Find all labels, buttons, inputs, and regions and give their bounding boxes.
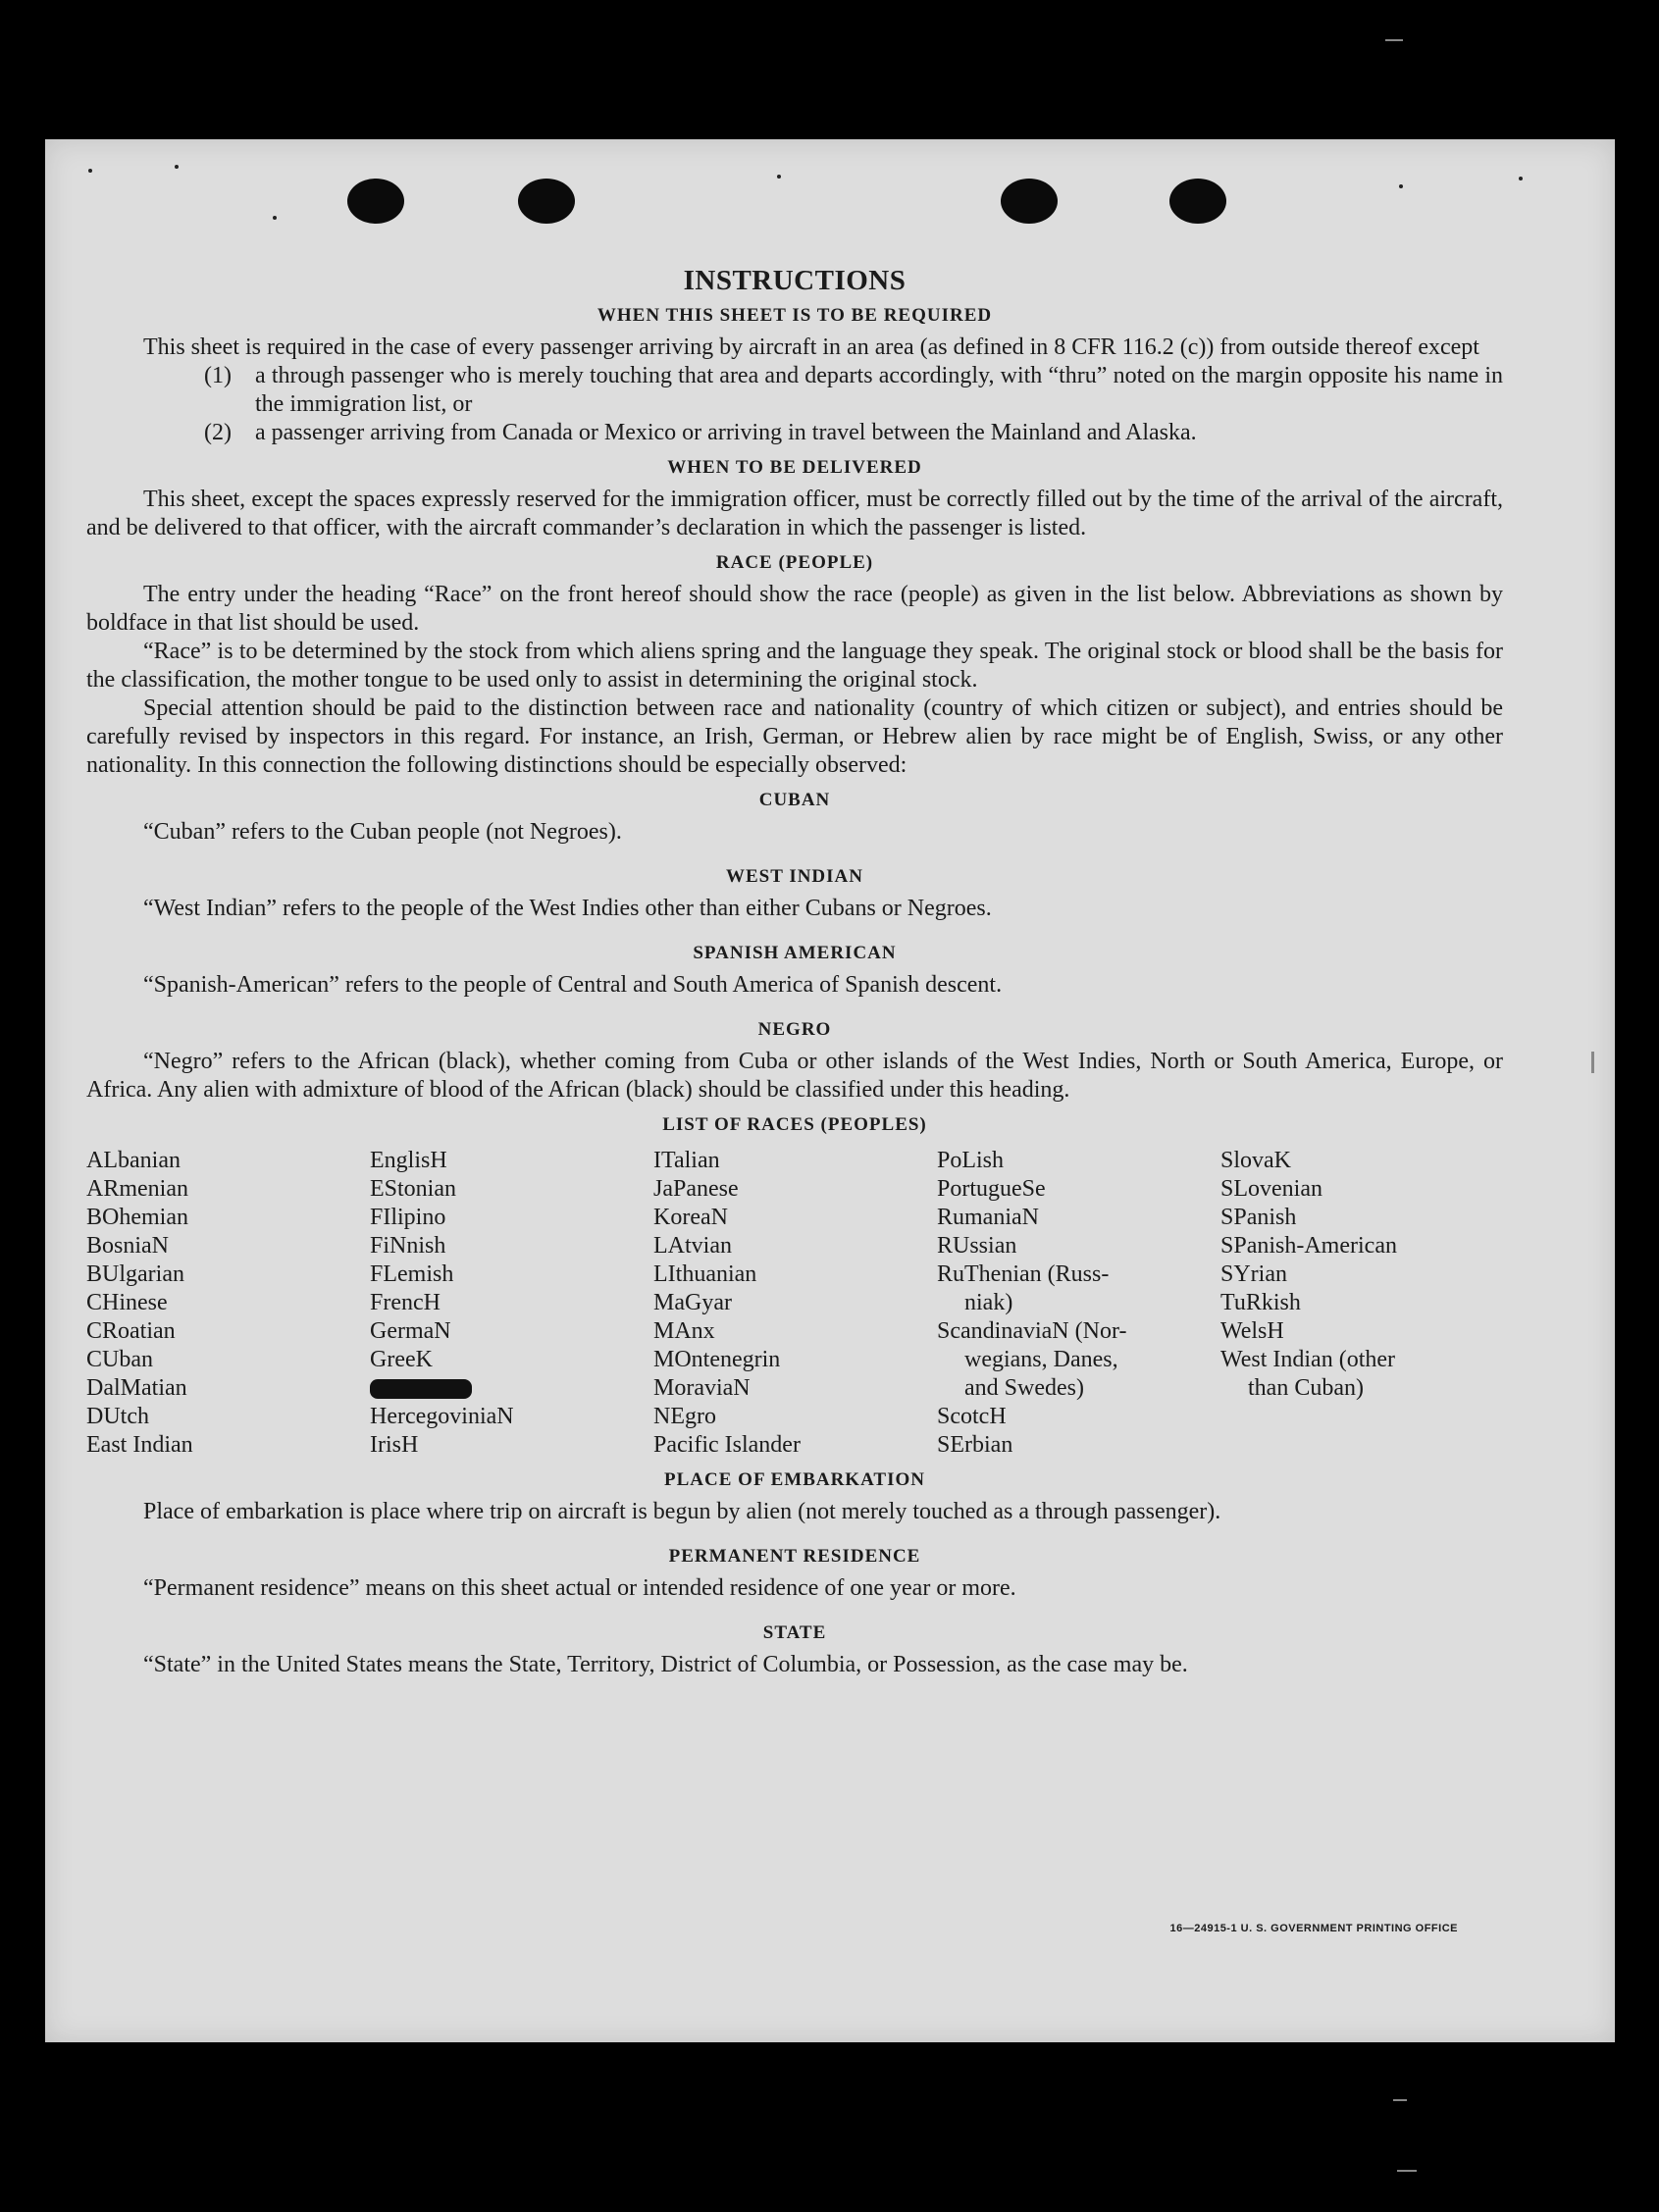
- item-text: a passenger arriving from Canada or Mexico or arriving in travel between the Mainland and Alaska.: [255, 420, 1197, 445]
- race-paragraph: “Race” is to be determined by the stock from which aliens spring and the language they speak. The original stock or blood shall be the basis for the classification, the mother tongue to be used only to assist in determining the original stock.: [86, 639, 1503, 693]
- race-entry: RuThenian (Russ-: [937, 1261, 1110, 1287]
- race-entry: DUtch: [86, 1404, 149, 1429]
- item-number: (2): [204, 420, 232, 445]
- spanish-american-text: “Spanish-American” refers to the people of Central and South America of Spanish descent.: [143, 972, 1003, 998]
- section-heading-races-list: LIST OF RACES (PEOPLES): [662, 1114, 927, 1135]
- race-entry: PortugueSe: [937, 1176, 1046, 1202]
- section-heading-west-indian: WEST INDIAN: [726, 866, 863, 887]
- west-indian-text: “West Indian” refers to the people of the West Indies other than either Cubans or Negroes.: [143, 896, 992, 921]
- race-entry: IrisH: [370, 1432, 419, 1458]
- race-entry: EStonian: [370, 1176, 456, 1202]
- race-entry: BosniaN: [86, 1233, 169, 1259]
- race-entry: GreeK: [370, 1347, 433, 1372]
- race-entry: MoraviaN: [653, 1375, 751, 1401]
- race-paragraph: The entry under the heading “Race” on the front hereof should show the race (people) as given in the list below. Abbreviations as shown by boldface in that list should be used.: [86, 582, 1503, 636]
- races-column: [86, 1147, 370, 1460]
- race-entry: ALbanian: [86, 1148, 181, 1173]
- race-entry: BOhemian: [86, 1205, 188, 1230]
- race-entry: LIthuanian: [653, 1261, 757, 1287]
- residence-text: “Permanent residence” means on this sheet actual or intended residence of one year or more.: [143, 1575, 1016, 1601]
- race-paragraph: Special attention should be paid to the distinction between race and nationality (country of which citizen or subject), and entries should be carefully revised by inspectors in this regard. For instance, an Irish, German, or Hebrew alien by race might be of English, Swiss, or any other nationality. In this connection the following distinctions should be especially observed:: [86, 695, 1503, 778]
- race-entry: ScandinaviaN (Nor-: [937, 1318, 1127, 1344]
- item-text: a through passenger who is merely touching that area and departs accordingly, with “thru” noted on the margin opposite his name in the immigration list, or: [255, 363, 1503, 417]
- redacted-entry: [370, 1374, 653, 1403]
- exception-item: [204, 362, 1503, 419]
- section-heading-required: WHEN THIS SHEET IS TO BE REQUIRED: [596, 305, 993, 326]
- race-entry: than Cuban): [1248, 1375, 1364, 1401]
- race-entry: and Swedes): [964, 1375, 1084, 1401]
- race-entry: FrencH: [370, 1290, 441, 1315]
- section-heading-negro: NEGRO: [757, 1019, 832, 1040]
- race-entry: JaPanese: [653, 1176, 739, 1202]
- document-page: [45, 139, 1615, 2042]
- section-heading-state: STATE: [762, 1622, 827, 1643]
- race-entry: FLemish: [370, 1261, 454, 1287]
- races-list: [86, 1147, 1503, 1460]
- race-entry: LAtvian: [653, 1233, 732, 1259]
- race-entry: CRoatian: [86, 1318, 176, 1344]
- punch-hole: [1169, 179, 1226, 224]
- race-entry: ITalian: [653, 1148, 720, 1173]
- delivered-text: This sheet, except the spaces expressly reserved for the immigration officer, must be correctly filled out by the time of the arrival of the aircraft, and be delivered to that officer, with the aircraft commander’s declaration in which the passenger is listed.: [86, 487, 1503, 540]
- exception-item: [204, 419, 1503, 447]
- race-entry: NEgro: [653, 1404, 716, 1429]
- race-entry: SPanish: [1220, 1205, 1297, 1230]
- embarkation-text: Place of embarkation is place where trip on aircraft is begun by alien (not merely touched as a through passenger).: [143, 1499, 1221, 1524]
- race-entry: FiNnish: [370, 1233, 446, 1259]
- item-number: (1): [204, 363, 232, 388]
- race-entry: SYrian: [1220, 1261, 1287, 1287]
- race-entry: CUban: [86, 1347, 153, 1372]
- race-entry: SlovaK: [1220, 1148, 1291, 1173]
- race-entry: MAnx: [653, 1318, 715, 1344]
- race-entry: wegians, Danes,: [964, 1347, 1118, 1372]
- race-entry: DalMatian: [86, 1375, 187, 1401]
- punch-hole: [518, 179, 575, 224]
- race-entry: PoLish: [937, 1148, 1005, 1173]
- punch-hole: [1001, 179, 1058, 224]
- race-entry: HercegoviniaN: [370, 1404, 514, 1429]
- cuban-text: “Cuban” refers to the Cuban people (not Negroes).: [143, 819, 622, 845]
- instructions-body: [86, 267, 1503, 1679]
- section-heading-embarkation: PLACE OF EMBARKATION: [664, 1469, 925, 1490]
- race-entry: MOntenegrin: [653, 1347, 781, 1372]
- section-heading-spanish-american: SPANISH AMERICAN: [693, 943, 897, 963]
- race-entry: WelsH: [1220, 1318, 1284, 1344]
- race-entry: MaGyar: [653, 1290, 732, 1315]
- section-heading-race: RACE (PEOPLE): [715, 552, 874, 573]
- section-heading-cuban: CUBAN: [758, 790, 831, 810]
- race-entry: East Indian: [86, 1432, 193, 1458]
- race-entry: RumaniaN: [937, 1205, 1039, 1230]
- race-entry: BUlgarian: [86, 1261, 184, 1287]
- race-entry: SPanish-American: [1220, 1233, 1397, 1259]
- state-text: “State” in the United States means the State, Territory, District of Columbia, or Possession, as the case may be.: [143, 1652, 1188, 1677]
- races-column: [370, 1147, 653, 1460]
- race-entry: SErbian: [937, 1432, 1013, 1458]
- section-heading-residence: PERMANENT RESIDENCE: [668, 1546, 921, 1567]
- race-entry: ScotcH: [937, 1404, 1007, 1429]
- race-entry: niak): [964, 1290, 1013, 1315]
- race-entry: Pacific Islander: [653, 1432, 801, 1458]
- races-column: [1220, 1147, 1504, 1460]
- race-entry: EnglisH: [370, 1148, 447, 1173]
- races-column: [653, 1147, 937, 1460]
- race-entry: RUssian: [937, 1233, 1017, 1259]
- race-entry: FIlipino: [370, 1205, 446, 1230]
- punch-hole: [347, 179, 404, 224]
- race-entry: GermaN: [370, 1318, 451, 1344]
- race-entry: CHinese: [86, 1290, 168, 1315]
- race-entry: SLovenian: [1220, 1176, 1322, 1202]
- race-entry: ARmenian: [86, 1176, 188, 1202]
- redaction-mark: [370, 1379, 472, 1399]
- race-entry: West Indian (other: [1220, 1347, 1396, 1372]
- races-column: [937, 1147, 1220, 1460]
- printing-office-footer: 16—24915-1 U. S. GOVERNMENT PRINTING OFFICE: [1169, 1923, 1458, 1934]
- required-intro: This sheet is required in the case of every passenger arriving by aircraft in an area (as defined in 8 CFR 116.2 (c)) from outside thereof except: [143, 334, 1479, 360]
- race-entry: TuRkish: [1220, 1290, 1301, 1315]
- race-entry: KoreaN: [653, 1205, 728, 1230]
- page-title: INSTRUCTIONS: [683, 265, 907, 296]
- section-heading-delivered: WHEN TO BE DELIVERED: [667, 457, 922, 478]
- negro-text: “Negro” refers to the African (black), whether coming from Cuba or other islands of the West Indies, North or South America, Europe, or Africa. Any alien with admixture of blood of the African (black) should be classified under this heading.: [86, 1049, 1503, 1103]
